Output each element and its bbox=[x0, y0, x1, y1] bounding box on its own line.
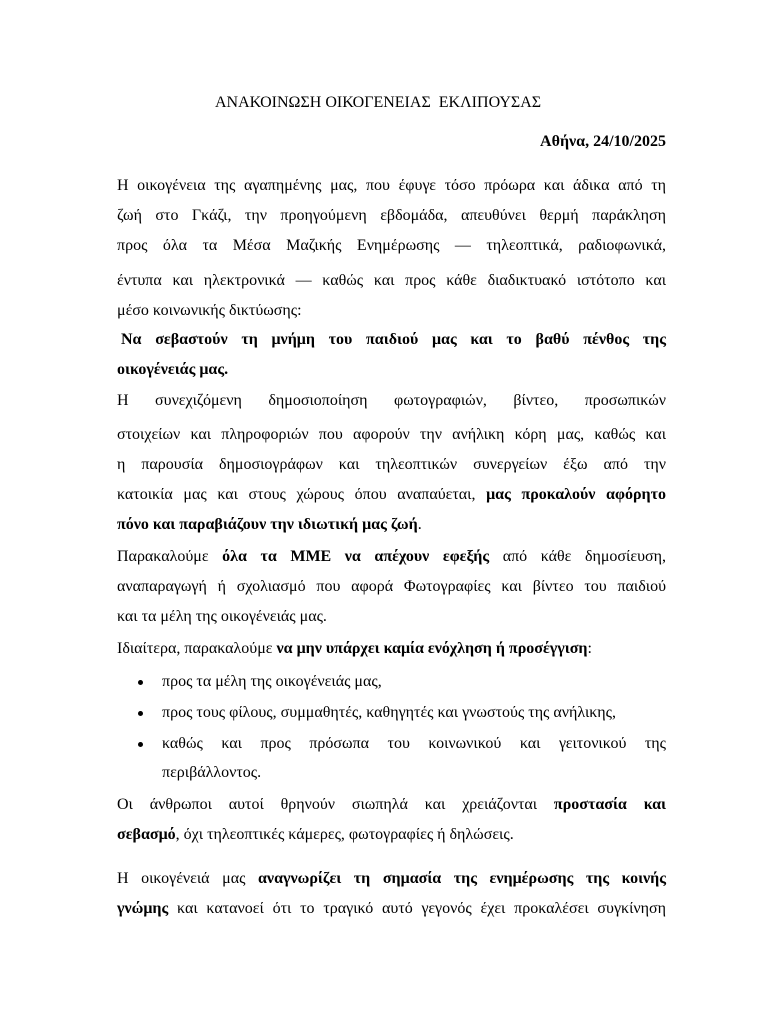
acknowledgement-emphasis: γνώμης bbox=[117, 900, 169, 917]
mourning-text: Οι άνθρωποι αυτοί θρηνούν σιωπηλά και χρειάζονται bbox=[117, 796, 554, 813]
bullet-item: καθώς και προς πρόσωπα του κοινωνικού και γειτονικού της bbox=[162, 735, 666, 752]
plea-line: οικογένειάς μας. bbox=[117, 361, 229, 378]
acknowledgement-line bbox=[117, 869, 666, 889]
intro-line: ζωή στο Γκάζι, την προηγούμενη εβδομάδα, απευθύνει θερμή παράκληση bbox=[117, 207, 666, 224]
intro-line: προς όλα τα Μέσα Μαζικής Ενημέρωσης — τηλεοπτικά, ραδιοφωνικά, bbox=[117, 237, 666, 254]
mourning-line bbox=[117, 825, 666, 845]
mourning-emphasis: προστασία και bbox=[553, 796, 667, 813]
mourning-text: , όχι τηλεοπτικές κάμερες, φωτογραφίες ή δηλώσεις. bbox=[175, 826, 514, 843]
bullet-icon bbox=[138, 742, 143, 747]
acknowledgement-text: Η οικογένειά μας bbox=[117, 870, 258, 887]
request-emphasis: όλα τα ΜΜΕ να απέχουν εφεξής bbox=[222, 548, 490, 565]
bullet-item: προς τους φίλους, συμμαθητές, καθηγητές και γνωστούς της ανήλικης, bbox=[162, 704, 617, 721]
particular-line bbox=[117, 639, 666, 659]
exposure-text: κατοικία μας και στους χώρους όπου αναπαύεται, bbox=[117, 486, 487, 503]
bullet-icon bbox=[138, 711, 143, 716]
acknowledgement-emphasis: αναγνωρίζει τη σημασία της ενημέρωσης της κοινής bbox=[257, 870, 667, 887]
particular-emphasis: να μην υπάρχει καμία ενόχληση ή προσέγγιση bbox=[276, 640, 588, 657]
exposure-line: Η συνεχιζόμενη δημοσιοποίηση φωτογραφιών, βίντεο, προσωπικών bbox=[117, 392, 666, 409]
plea-line: Να σεβαστούν τη μνήμη του παιδιού μας και το βαθύ πένθος της bbox=[121, 331, 666, 348]
intro-line: μέσο κοινωνικής δικτύωσης: bbox=[117, 302, 302, 319]
request-text: Παρακαλούμε bbox=[117, 548, 223, 565]
mourning-line bbox=[117, 795, 666, 815]
exposure-emphasis: μας προκαλούν αφόρητο bbox=[486, 486, 666, 503]
request-text: από κάθε δημοσίευση, bbox=[489, 548, 666, 565]
acknowledgement-text: και κατανοεί ότι το τραγικό αυτό γεγονός έχει προκαλέσει συγκίνηση bbox=[168, 900, 666, 917]
mourning-emphasis: σεβασμό bbox=[117, 826, 176, 843]
bullet-item-continuation: περιβάλλοντος. bbox=[162, 764, 262, 781]
exposure-text: . bbox=[417, 516, 422, 533]
request-line: και τα μέλη της οικογένειάς μας. bbox=[117, 608, 327, 625]
particular-text: Ιδιαίτερα, παρακαλούμε bbox=[117, 640, 277, 657]
exposure-line: στοιχείων και πληροφοριών που αφορούν την ανήλικη κόρη μας, καθώς και bbox=[117, 426, 666, 443]
exposure-line: η παρουσία δημοσιογράφων και τηλεοπτικών συνεργείων έξω από την bbox=[117, 456, 666, 473]
bullet-item: προς τα μέλη της οικογένειάς μας, bbox=[162, 673, 382, 690]
particular-text: : bbox=[587, 640, 592, 657]
exposure-emphasis: πόνο και παραβιάζουν την ιδιωτική μας ζωή bbox=[117, 516, 418, 533]
document-title: ΑΝΑΚΟΙΝΩΣΗ ΟΙΚΟΓΕΝΕΙΑΣ ΕΚΛΙΠΟΥΣΑΣ bbox=[215, 94, 542, 111]
intro-line: έντυπα και ηλεκτρονικά — καθώς και προς κάθε διαδικτυακό ιστότοπο και bbox=[117, 272, 666, 289]
exposure-line bbox=[117, 485, 666, 505]
document-date: Αθήνα, 24/10/2025 bbox=[540, 133, 666, 150]
acknowledgement-line bbox=[117, 899, 666, 919]
request-line bbox=[117, 547, 666, 567]
intro-line: Η οικογένεια της αγαπημένης μας, που έφυγε τόσο πρόωρα και άδικα από τη bbox=[117, 177, 666, 194]
request-line: αναπαραγωγή ή σχολιασμό που αφορά Φωτογραφίες και βίντεο του παιδιού bbox=[117, 578, 666, 595]
exposure-line bbox=[117, 515, 666, 535]
bullet-icon bbox=[138, 680, 143, 685]
